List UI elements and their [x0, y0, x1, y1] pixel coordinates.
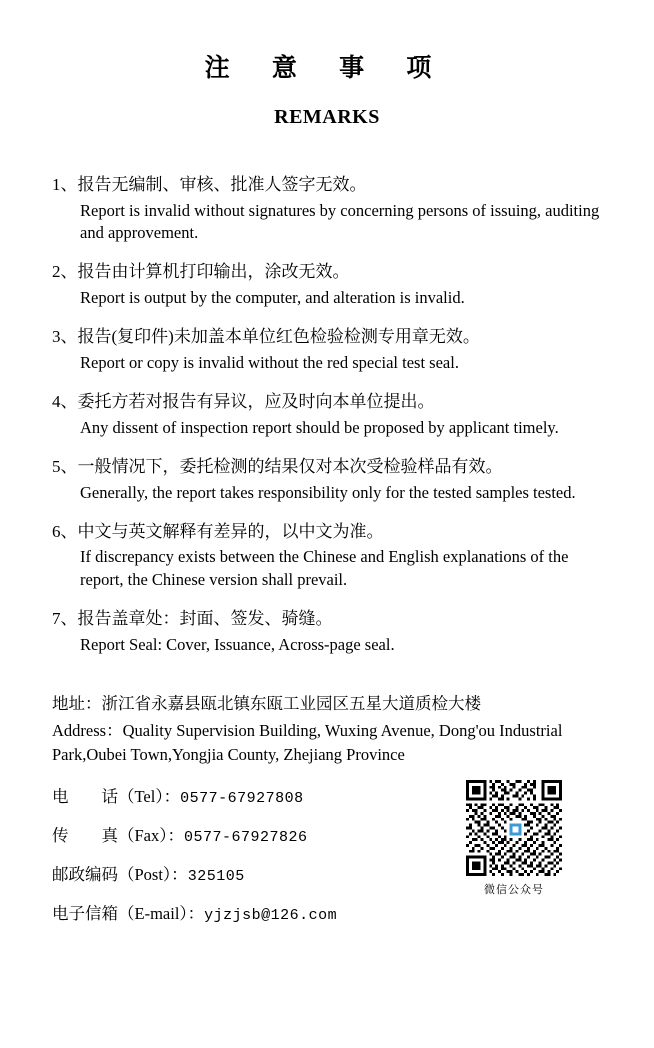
list-item: [52, 390, 614, 439]
tel-label: 电 话（Tel）：: [52, 787, 181, 807]
remarks-page: [0, 48, 654, 1048]
list-item: [52, 173, 614, 244]
qr-caption: 微信公众号: [484, 883, 544, 896]
fax-value: 0577-67927826: [184, 829, 308, 847]
post-value: 325105: [187, 868, 245, 886]
wechat-qr-block: [462, 780, 566, 897]
remark-text-en: Report or copy is invalid without the red special test seal.: [80, 352, 459, 372]
page-title-en: REMARKS: [274, 106, 380, 128]
address-cn: 地址：浙江省永嘉县瓯北镇东瓯工业园区五星大道质检大楼: [52, 693, 481, 713]
remark-text-en: Report is invalid without signatures by concerning persons of issuing, auditing and approvement.: [80, 200, 600, 242]
qr-code-icon: [466, 780, 562, 876]
list-item: [52, 520, 614, 591]
remark-text-en: Generally, the report takes responsibility only for the tested samples tested.: [80, 482, 576, 502]
list-item: [52, 325, 614, 374]
fax-label: 传 真（Fax）：: [52, 826, 184, 846]
remark-text-en: Report is output by the computer, and alteration is invalid.: [80, 287, 465, 307]
remark-text-en: Any dissent of inspection report should be proposed by applicant timely.: [80, 417, 559, 437]
list-item: [52, 260, 614, 309]
email-value: yjzjsb@126.com: [204, 907, 338, 925]
list-item: [52, 607, 614, 656]
address-en: Address：Quality Supervision Building, Wuxing Avenue, Dong'ou Industrial Park,Oubei Town,Yongjia County, Zhejiang Province: [52, 720, 563, 764]
remark-text-en: Report Seal: Cover, Issuance, Across-page seal.: [80, 634, 395, 654]
remark-text-cn: 2、报告由计算机打印输出，涂改无效。: [52, 262, 350, 282]
remark-text-cn: 3、报告(复印件)未加盖本单位红色检验检测专用章无效。: [52, 327, 480, 347]
list-item: [52, 455, 614, 504]
remark-text-cn: 7、报告盖章处：封面、签发、骑缝。: [52, 608, 333, 628]
remark-text-cn: 4、委托方若对报告有异议，应及时向本单位提出。: [52, 391, 435, 411]
remark-text-cn: 1、报告无编制、审核、批准人签字无效。: [52, 175, 367, 194]
email-label: 电子信箱（E-mail）：: [52, 904, 205, 924]
contact-block: [40, 692, 614, 929]
remarks-list: [40, 173, 614, 656]
page-title-cn: 注 意 事 项: [204, 55, 450, 82]
contact-row: [52, 901, 614, 928]
remark-text-en: If discrepancy exists between the Chinese and English explanations of the report, the Chinese version shall prevail.: [80, 547, 569, 589]
post-label: 邮政编码（Post）：: [52, 865, 188, 885]
tel-value: 0577-67927808: [180, 790, 304, 808]
remark-text-cn: 5、一般情况下，委托检测的结果仅对本次受检验样品有效。: [52, 456, 503, 476]
remark-text-cn: 6、中文与英文解释有差异的，以中文为准。: [52, 521, 384, 541]
